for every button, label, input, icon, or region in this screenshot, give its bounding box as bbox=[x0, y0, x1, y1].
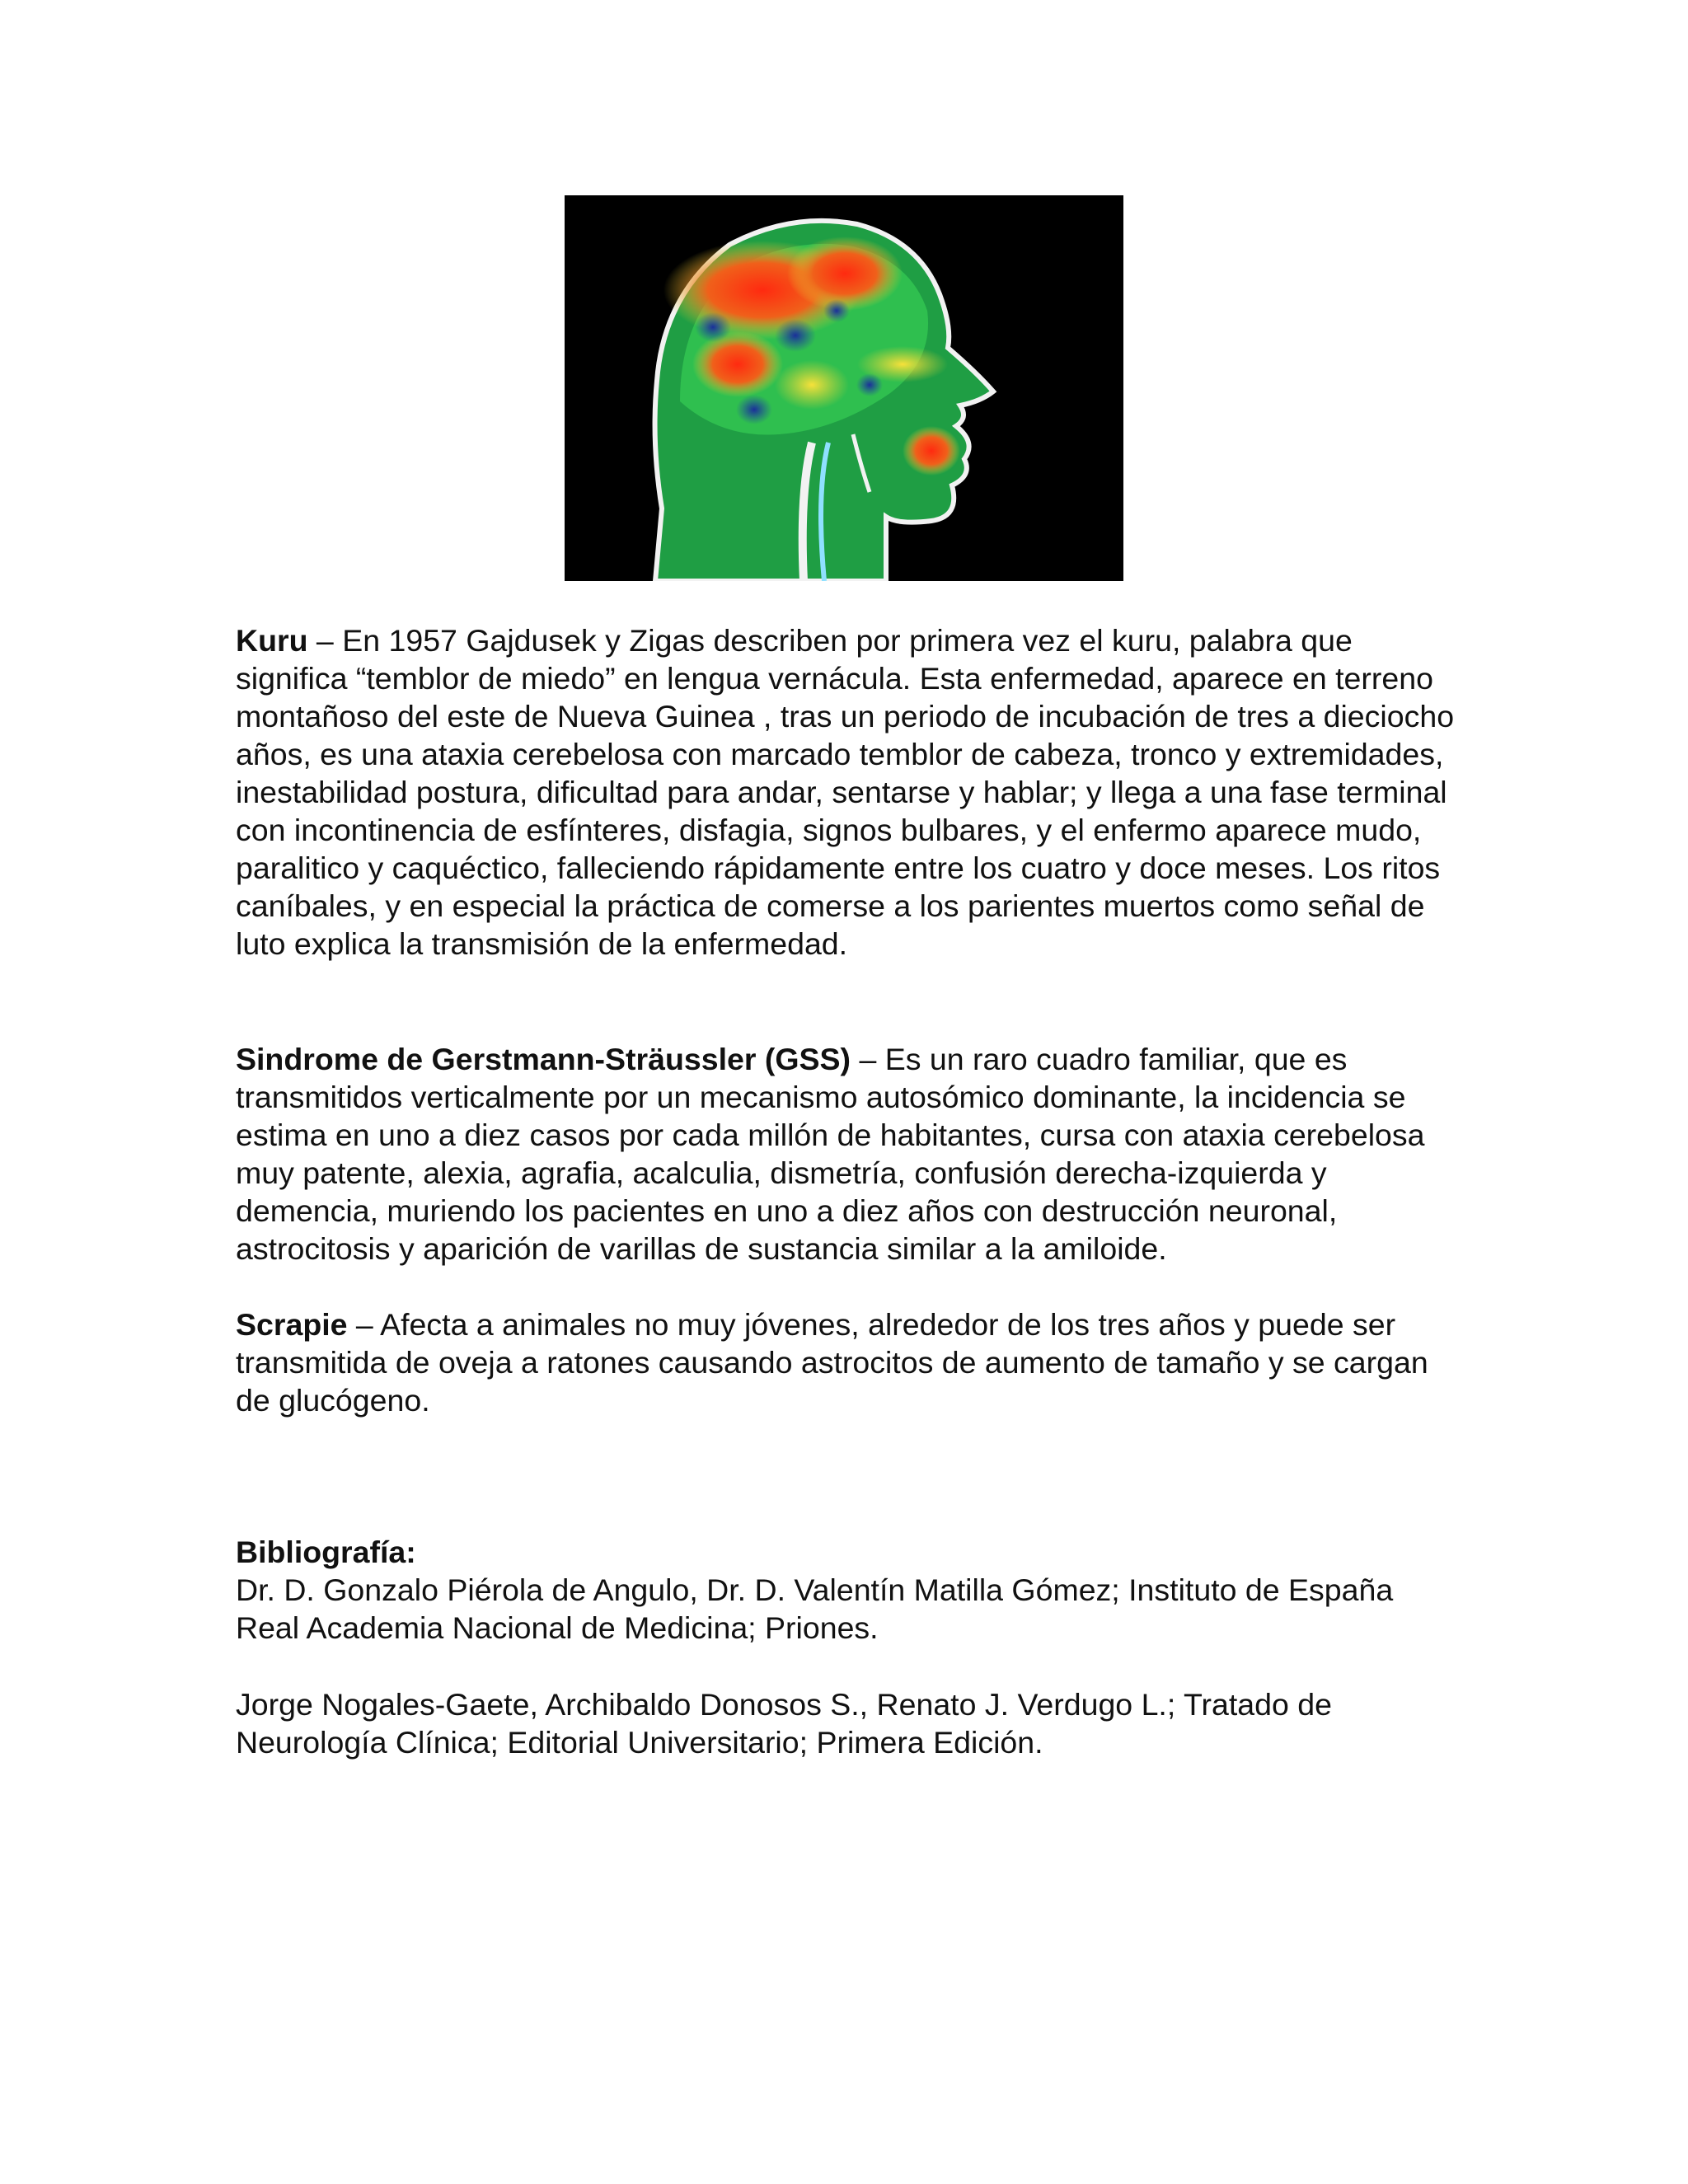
term-gss: Sindrome de Gerstmann-Sträussler (GSS) bbox=[236, 1042, 851, 1076]
text-gss: – Es un raro cuadro familiar, que es transmitidos verticalmente por un mecanismo autosómico dominante, la incidencia se estima en uno a diez casos por cada millón de habitantes, cursa con ataxia cerebelosa muy patente, alexia, agrafia, acalculia, dismetría, confusión derecha-izquierda y demencia, muriendo los pacientes en uno a diez años con destrucción neuronal, astrocitosis y aparición de varillas de sustancia similar a la amiloide. bbox=[236, 1042, 1425, 1266]
bibliography-reference: Dr. D. Gonzalo Piérola de Angulo, Dr. D. Valentín Matilla Gómez; Instituto de España Real Academia Nacional de Medicina; Priones. bbox=[236, 1572, 1394, 1645]
bibliography-reference: Jorge Nogales-Gaete, Archibaldo Donosos S., Renato J. Verdugo L.; Tratado de Neurología Clínica; Editorial Universitario; Primera Edición. bbox=[236, 1687, 1332, 1760]
paragraph-gss bbox=[236, 1040, 1456, 1268]
bibliography-heading: Bibliografía: bbox=[236, 1535, 416, 1569]
term-scrapie: Scrapie bbox=[236, 1307, 348, 1342]
paragraph-kuru bbox=[236, 621, 1456, 963]
text-kuru: – En 1957 Gajdusek y Zigas describen por primera vez el kuru, palabra que significa “temblor de miedo” en lengua vernácula. Esta enfermedad, aparece en terreno montañoso del este de Nueva Guinea , tras un periodo de incubación de tres a dieciocho años, es una ataxia cerebelosa con marcado temblor de cabeza, tronco y extremidades, inestabilidad postura, dificultad para andar, sentarse y hablar; y llega a una fase terminal con incontinencia de esfínteres, disfagia, signos bulbares, y el enfermo aparece mudo, paralitico y caquéctico, falleciendo rápidamente entre los cuatro y doce meses. Los ritos caníbales, y en especial la práctica de comerse a los parientes muertos como señal de luto explica la transmisión de la enfermedad. bbox=[236, 623, 1455, 961]
text-scrapie: – Afecta a animales no muy jóvenes, alrededor de los tres años y puede ser transmitida de oveja a ratones causando astrocitos de aumento de tamaño y se cargan de glucógeno. bbox=[236, 1307, 1428, 1418]
mri-scan-graphic bbox=[565, 195, 1123, 581]
paragraph-scrapie bbox=[236, 1305, 1456, 1419]
term-kuru: Kuru bbox=[236, 623, 308, 658]
mri-head-scan-image bbox=[565, 195, 1123, 581]
